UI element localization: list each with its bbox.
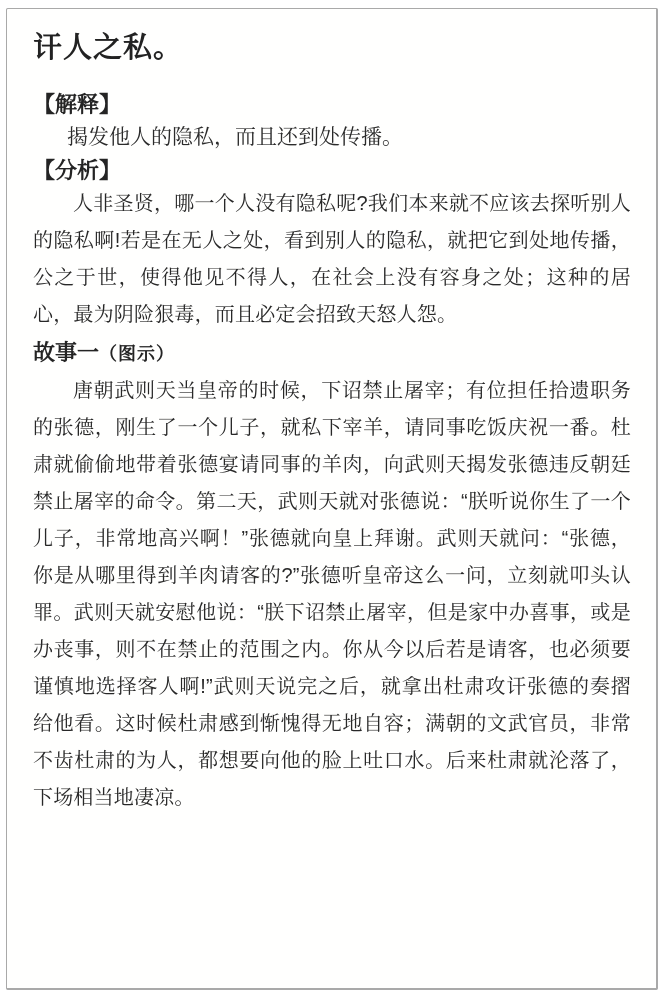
analysis-paragraph: 人非圣贤，哪一个人没有隐私呢?我们本来就不应该去探听别人的隐私啊!若是在无人之处，看到别人的隐私，就把它到处地传播，公之于世，使得他见不得人，在社会上没有容身之处；这种的居心，最为阴险狠毒，而且必定会招致天怒人怨。 (33, 193, 631, 326)
story-heading (33, 334, 631, 373)
section-header-analysis: 【分析】 (33, 158, 122, 183)
story-title: 故事一 (33, 340, 100, 365)
section-header-explanation: 【解释】 (33, 92, 122, 117)
page-title: 讦人之私。 (33, 32, 184, 64)
explanation-text: 揭发他人的隐私，而且还到处传播。 (67, 125, 403, 149)
book-page (6, 8, 658, 990)
story-note: （图示） (99, 344, 176, 364)
story-paragraph: 唐朝武则天当皇帝的时候，下诏禁止屠宰；有位担任拾遗职务的张德，刚生了一个儿子，就私下宰羊，请同事吃饭庆祝一番。杜肃就偷偷地带着张德宴请同事的羊肉，向武则天揭发张德违反朝廷禁止屠宰的命令。第二天，武则天就对张德说：“朕听说你生了一个儿子，非常地高兴啊！”张德就向皇上拜谢。武则天就问：“张德，你是从哪里得到羊肉请客的?”张德听皇帝这么一问，立刻就叩头认罪。武则天就安慰他说：“朕下诏禁止屠宰，但是家中办喜事，或是办丧事，则不在禁止的范围之内。你从今以后若是请客，也必须要谨慎地选择客人啊!”武则天说完之后，就拿出杜肃攻讦张德的奏摺给他看。这时候杜肃感到惭愧得无地自容；满朝的文武官员，非常不齿杜肃的为人，都想要向他的脸上吐口水。后来杜肃就沦落了，下场相当地凄凉。 (33, 380, 631, 809)
